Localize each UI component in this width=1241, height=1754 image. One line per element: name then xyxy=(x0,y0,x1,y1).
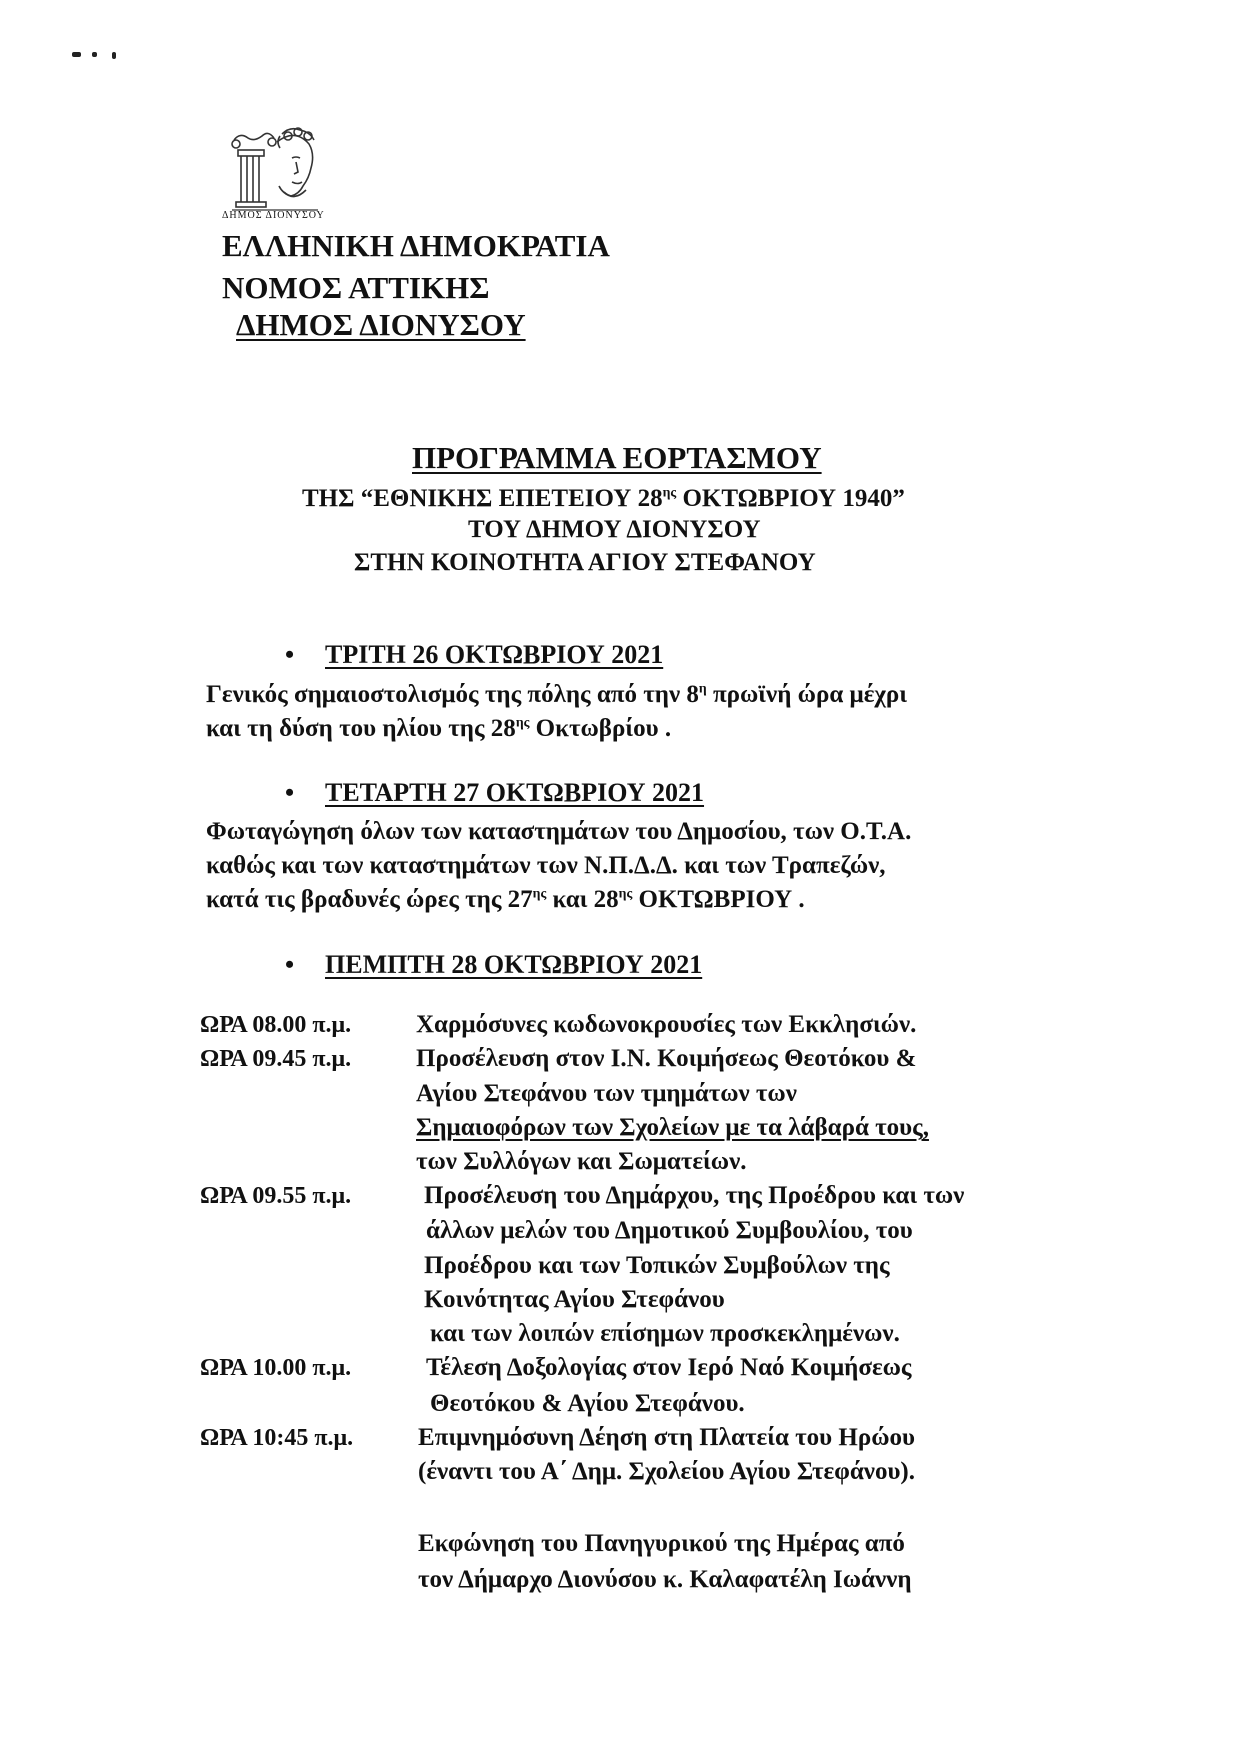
event-line: Κοινότητας Αγίου Στεφάνου xyxy=(424,1286,725,1313)
day1-line2-post: Οκτωβρίου . xyxy=(529,715,672,742)
day2-line3 xyxy=(206,886,805,914)
event-line: Αγίου Στεφάνου των τμημάτων των xyxy=(416,1080,797,1107)
closing-line: Εκφώνηση του Πανηγυρικού της Ημέρας από xyxy=(418,1530,905,1557)
day1-heading-text: ΤΡΙΤΗ 26 ΟΚΤΩΒΡΙΟΥ 2021 xyxy=(325,640,664,669)
event-line: και των λοιπών επίσημων προσκεκλημένων. xyxy=(430,1320,900,1347)
event-line: Επιμνημόσυνη Δέηση στη Πλατεία του Ηρώου xyxy=(418,1424,915,1451)
event-line: άλλων μελών του Δημοτικού Συμβουλίου, του xyxy=(426,1217,913,1244)
day2-heading-text: ΤΕΤΑΡΤΗ 27 ΟΚΤΩΒΡΙΟΥ 2021 xyxy=(325,778,705,807)
ordinal-suffix: ης xyxy=(618,885,633,901)
event-line: Προέδρου και των Τοπικών Συμβούλων της xyxy=(424,1252,890,1279)
logo-caption: ΔΗΜΟΣ ΔΙΟΝΥΣΟΥ xyxy=(222,210,325,221)
program-subtitle-2: ΤΟΥ ΔΗΜΟΥ ΔΙΟΝΥΣΟΥ xyxy=(468,516,761,543)
day2-line3-pre: κατά τις βραδυνές ώρες της 27 xyxy=(206,886,533,913)
day3-heading-text: ΠΕΜΠΤΗ 28 ΟΚΤΩΒΡΙΟΥ 2021 xyxy=(325,950,703,979)
event-line: Προσέλευση του Δημάρχου, της Προέδρου και των xyxy=(424,1182,965,1209)
event-line: των Συλλόγων και Σωματείων. xyxy=(416,1148,747,1175)
ordinal-suffix: ης xyxy=(532,885,547,901)
day2-heading xyxy=(285,778,704,808)
day1-line1-pre: Γενικός σημαιοστολισμός της πόλης από την 8 xyxy=(206,681,699,708)
event-line: Θεοτόκου & Αγίου Στεφάνου. xyxy=(430,1390,745,1417)
event-time: ΩΡΑ 10:45 π.μ. xyxy=(200,1425,354,1451)
day1-line2 xyxy=(206,715,671,743)
ordinal-suffix: ης xyxy=(515,714,530,730)
day2-line1: Φωταγώγηση όλων των καταστημάτων του Δημοσίου, των Ο.Τ.Α. xyxy=(206,818,912,845)
day1-line1 xyxy=(206,681,907,709)
day3-heading xyxy=(285,950,702,980)
scan-speck xyxy=(72,52,81,57)
bullet-icon: • xyxy=(285,640,295,669)
program-subtitle-1 xyxy=(302,485,905,513)
header-prefecture: ΝΟΜΟΣ ΑΤΤΙΚΗΣ xyxy=(222,270,490,305)
event-line: Χαρμόσυνες κωδωνοκρουσίες των Εκκλησιών. xyxy=(416,1011,917,1038)
program-title: ΠΡΟΓΡΑΜΜΑ ΕΟΡΤΑΣΜΟΥ xyxy=(412,440,822,475)
program-subtitle-3: ΣΤΗΝ ΚΟΙΝΟΤΗΤΑ ΑΓΙΟΥ ΣΤΕΦΑΝΟΥ xyxy=(354,549,816,576)
program-subtitle-1-post: ΟΚΤΩΒΡΙΟΥ 1940” xyxy=(676,485,905,512)
header-country: ΕΛΛΗΝΙΚΗ ΔΗΜΟΚΡΑΤΙΑ xyxy=(222,228,610,263)
event-time: ΩΡΑ 09.55 π.μ. xyxy=(200,1183,352,1209)
event-time: ΩΡΑ 10.00 π.μ. xyxy=(200,1355,352,1381)
program-subtitle-1-pre: ΤΗΣ “ΕΘΝΙΚΗΣ ΕΠΕΤΕΙΟΥ 28 xyxy=(302,485,663,512)
event-line: Τέλεση Δοξολογίας στον Ιερό Ναό Κοιμήσεως xyxy=(426,1354,912,1381)
municipality-logo-icon xyxy=(222,122,322,212)
ordinal-suffix: η xyxy=(698,680,707,696)
event-time: ΩΡΑ 09.45 π.μ. xyxy=(200,1046,352,1072)
day1-heading xyxy=(285,640,663,670)
ordinal-suffix: ης xyxy=(662,484,677,500)
day1-line1-post: πρωϊνή ώρα μέχρι xyxy=(706,681,908,708)
bullet-icon: • xyxy=(285,778,295,807)
event-line: (έναντι του Α΄ Δημ. Σχολείου Αγίου Στεφάνου). xyxy=(418,1458,915,1485)
scan-speck xyxy=(112,52,116,59)
bullet-icon: • xyxy=(285,950,295,979)
day1-line2-pre: και τη δύση του ηλίου της 28 xyxy=(206,715,516,742)
header-municipality: ΔΗΜΟΣ ΔΙΟΝΥΣΟΥ xyxy=(236,307,526,342)
scan-speck xyxy=(92,52,97,57)
closing-line: τον Δήμαρχο Διονύσου κ. Καλαφατέλη Ιωάννη xyxy=(418,1566,912,1593)
day2-line3-post: ΟΚΤΩΒΡΙΟΥ . xyxy=(632,886,805,913)
event-time: ΩΡΑ 08.00 π.μ. xyxy=(200,1012,352,1038)
day2-line3-mid: και 28 xyxy=(546,886,619,913)
event-line: Σημαιοφόρων των Σχολείων με τα λάβαρά τους, xyxy=(416,1114,929,1141)
day2-line2: καθώς και των καταστημάτων των Ν.Π.Δ.Δ. και των Τραπεζών, xyxy=(206,852,886,879)
event-line: Προσέλευση στον Ι.Ν. Κοιμήσεως Θεοτόκου & xyxy=(416,1045,917,1072)
